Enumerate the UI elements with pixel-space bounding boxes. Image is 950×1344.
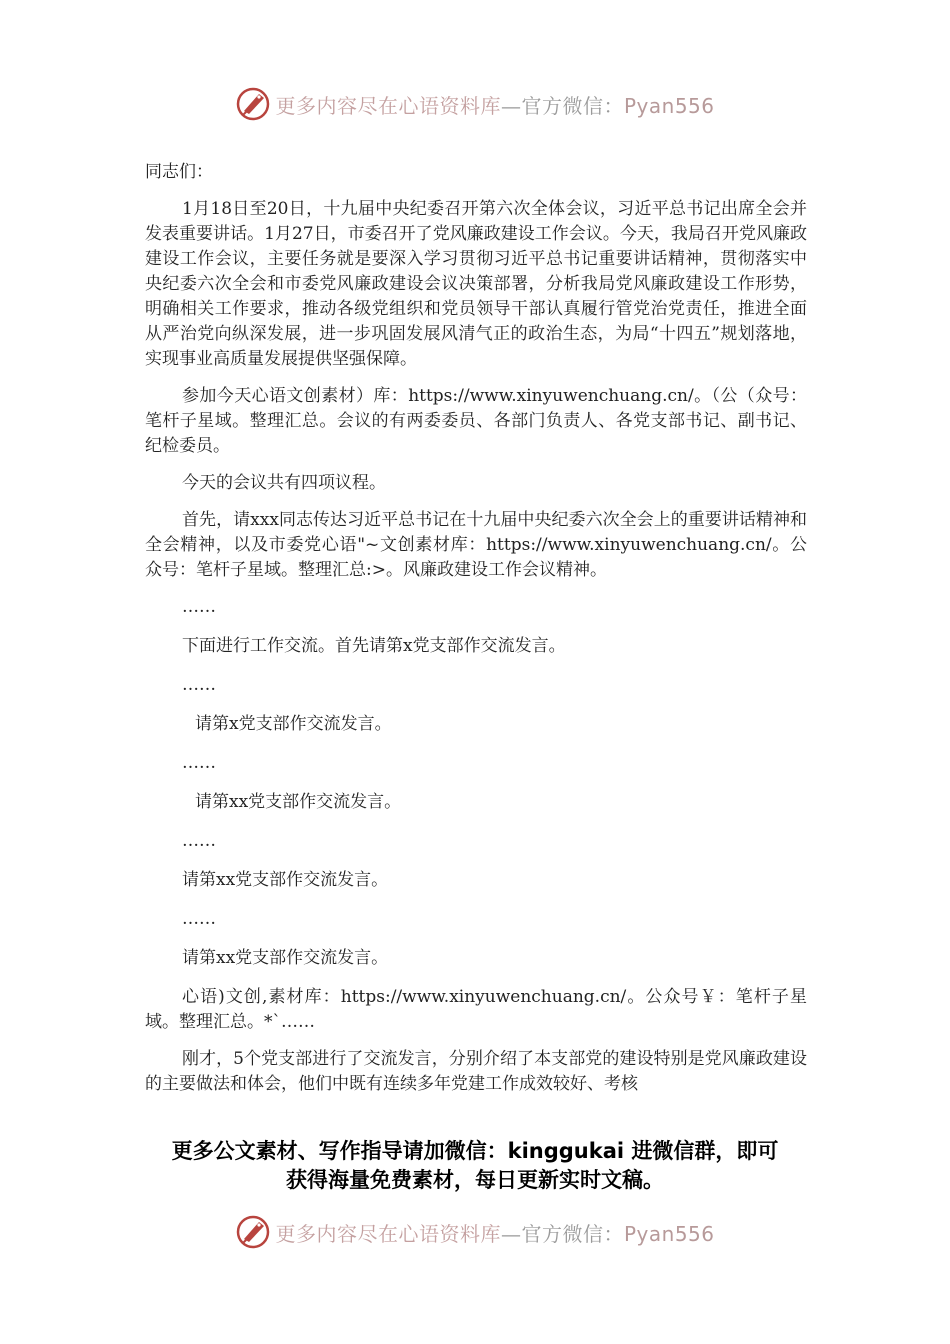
ellipsis-4: …… — [182, 831, 216, 851]
promo-line-2: 获得海量免费素材，每日更新实时文稿。 — [286, 1168, 664, 1192]
paragraph-8: 请第xx党支部作交流发言。 — [182, 870, 389, 890]
paragraph-11: 刚才，5个党支部进行了交流发言，分别介绍了本支部党的建设特别是党风廉政建设的主要做法和体会，他们中既有连续多年党建工作成效较好、考核 — [145, 1049, 807, 1094]
banner-title: 更多内容尽在心语资料库 — [275, 1221, 501, 1246]
pen-nib-logo-icon — [235, 86, 271, 122]
paragraph-2: 参加今天心语文创素材）库：https://www.xinyuwenchuang.cn/。（公（众号：笔杆子星域。整理汇总。会议的有两委委员、各部门负责人、各党支部书记、副书记、纪检委员。 — [145, 386, 807, 456]
banner-official-label: 官方微信： — [521, 1221, 624, 1246]
paragraph-7: 请第xx党支部作交流发言。 — [195, 792, 402, 812]
banner-title: 更多内容尽在心语资料库 — [275, 93, 501, 118]
paragraph-9: 请第xx党支部作交流发言。 — [182, 948, 389, 968]
paragraph-3: 今天的会议共有四项议程。 — [182, 473, 386, 493]
footer-banner — [0, 1212, 950, 1252]
paragraph-6: 请第x党支部作交流发言。 — [195, 714, 392, 734]
banner-dash: — — [500, 1221, 522, 1246]
paragraph-5: 下面进行工作交流。首先请第x党支部作交流发言。 — [182, 636, 566, 656]
ellipsis-3: …… — [182, 753, 216, 773]
banner-text — [275, 90, 714, 119]
ellipsis-5: …… — [182, 909, 216, 929]
paragraph-10: 心语)文创,素材库：https://www.xinyuwenchuang.cn/。公众号￥：笔杆子星域。整理汇总。*`…… — [145, 987, 807, 1032]
greeting: 同志们： — [145, 162, 213, 182]
banner-dash: — — [500, 93, 522, 118]
banner-text — [275, 1218, 714, 1247]
banner-wechat-id: Pyan556 — [623, 93, 715, 118]
paragraph-1: 1月18日至20日，十九届中央纪委召开第六次全体会议，习近平总书记出席全会并发表重要讲话。1月27日，市委召开了党风廉政建设工作会议。今天，我局召开党风廉政建设工作会议，主要任务就是要深入学习贯彻习近平总书记重要讲话精神，贯彻落实中央纪委六次全会和市委党风廉政建设会议决策部署，分析我局党风廉政建设工作形势，明确相关工作要求，推动各级党组织和党员领导干部认真履行管党治党责任，推进全面从严治党向纵深发展，进一步巩固发展风清气正的政治生态，为局“十四五”规划落地，实现事业高质量发展提供坚强保障。 — [145, 199, 807, 369]
header-banner — [0, 84, 950, 124]
banner-official-label: 官方微信： — [521, 93, 624, 118]
promo-notice — [120, 1137, 830, 1195]
promo-line-1: 更多公文素材、写作指导请加微信：kinggukai 进微信群，即可 — [171, 1139, 779, 1163]
ellipsis-2: …… — [182, 675, 216, 695]
paragraph-4: 首先，请xxx同志传达习近平总书记在十九届中央纪委六次全会上的重要讲话精神和全会精神，以及市委党心语"~文创素材库：https://www.xinyuwenchuang.cn/。公众号：笔杆子星域。整理汇总:>。风廉政建设工作会议精神。 — [145, 510, 807, 580]
pen-nib-logo-icon — [235, 1214, 271, 1250]
banner-wechat-id: Pyan556 — [623, 1221, 715, 1246]
ellipsis-1: …… — [182, 597, 216, 617]
document-body — [145, 160, 807, 1109]
